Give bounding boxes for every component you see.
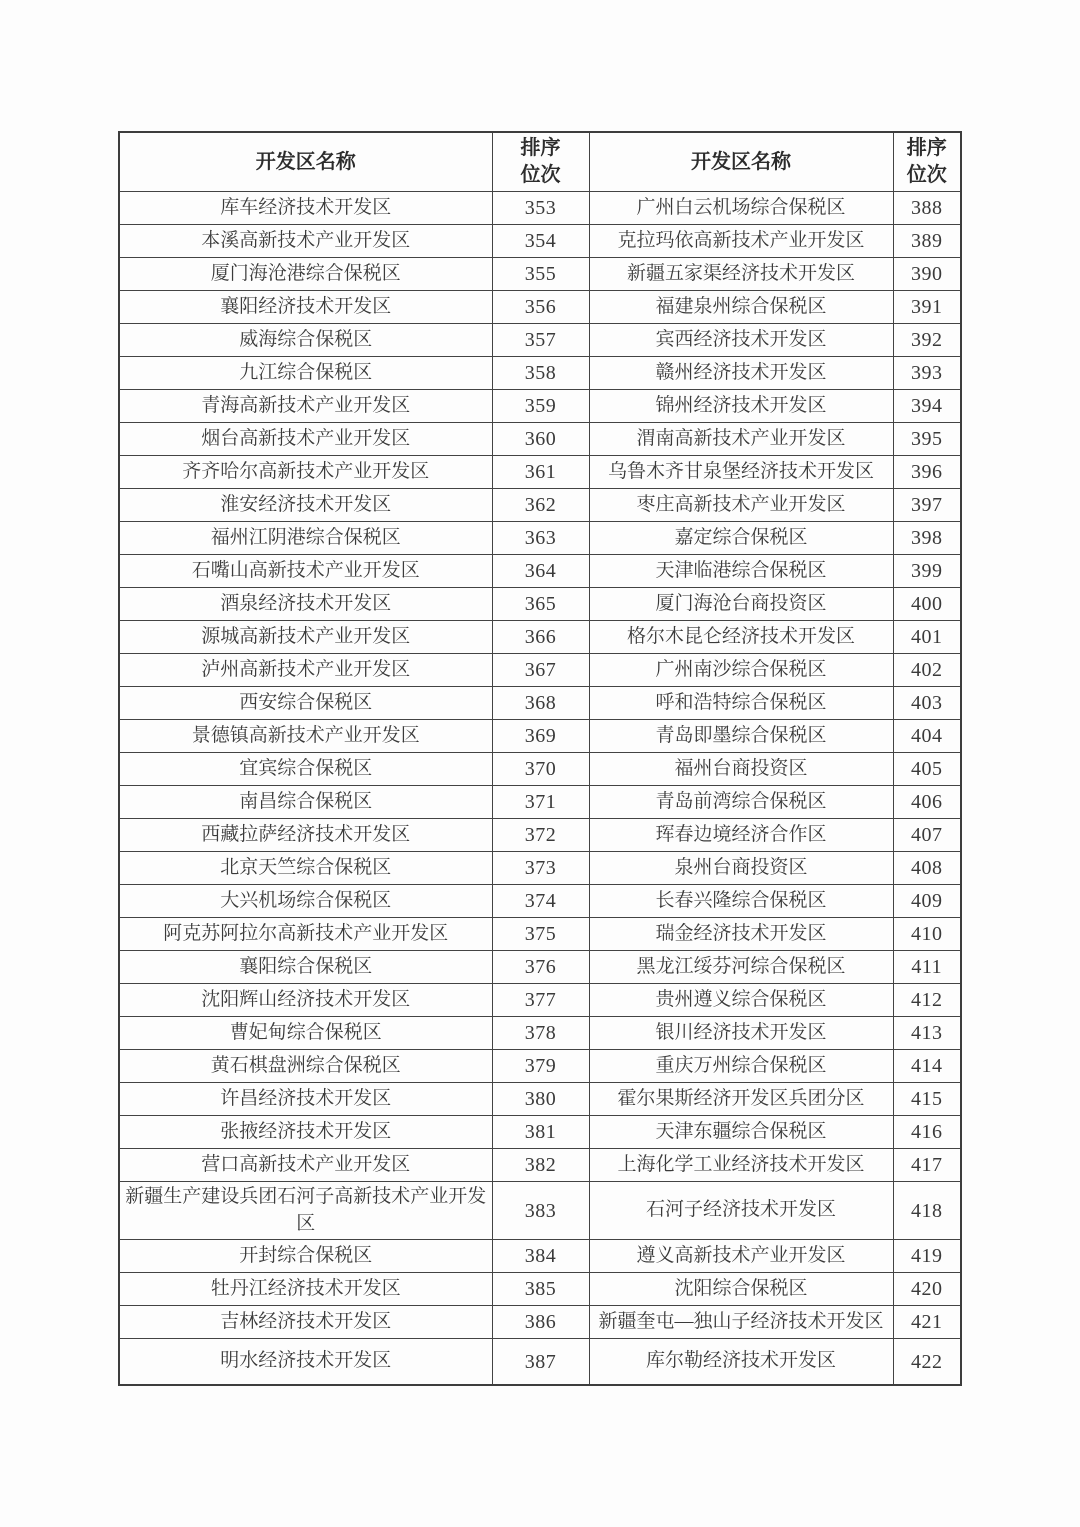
rank-cell-right: 397 (893, 489, 961, 522)
zone-name-cell-right: 嘉定综合保税区 (589, 522, 893, 555)
rank-cell-left: 383 (492, 1182, 589, 1240)
development-zone-ranking-table (118, 131, 962, 1386)
table-row (119, 1116, 961, 1149)
zone-name-cell-left: 北京天竺综合保税区 (119, 852, 492, 885)
zone-name-cell-right: 泉州台商投资区 (589, 852, 893, 885)
table-row (119, 1240, 961, 1273)
rank-cell-right: 413 (893, 1017, 961, 1050)
zone-name-cell-left: 烟台高新技术产业开发区 (119, 423, 492, 456)
table-row (119, 522, 961, 555)
rank-cell-left: 363 (492, 522, 589, 555)
rank-cell-left: 365 (492, 588, 589, 621)
rank-cell-left: 374 (492, 885, 589, 918)
table-row (119, 1182, 961, 1240)
rank-cell-left: 364 (492, 555, 589, 588)
zone-name-cell-left: 淮安经济技术开发区 (119, 489, 492, 522)
zone-name-cell-left: 沈阳辉山经济技术开发区 (119, 984, 492, 1017)
zone-name-cell-left: 牡丹江经济技术开发区 (119, 1273, 492, 1306)
zone-name-cell-left: 酒泉经济技术开发区 (119, 588, 492, 621)
zone-name-cell-right: 上海化学工业经济技术开发区 (589, 1149, 893, 1182)
rank-cell-right: 421 (893, 1306, 961, 1339)
zone-name-cell-right: 广州白云机场综合保税区 (589, 192, 893, 225)
zone-name-cell-right: 珲春边境经济合作区 (589, 819, 893, 852)
zone-name-cell-left: 曹妃甸综合保税区 (119, 1017, 492, 1050)
rank-cell-left: 371 (492, 786, 589, 819)
rank-cell-left: 360 (492, 423, 589, 456)
zone-name-cell-left: 南昌综合保税区 (119, 786, 492, 819)
table-row (119, 423, 961, 456)
rank-cell-right: 418 (893, 1182, 961, 1240)
rank-cell-left: 377 (492, 984, 589, 1017)
table-row (119, 1273, 961, 1306)
rank-cell-left: 370 (492, 753, 589, 786)
zone-name-cell-right: 天津东疆综合保税区 (589, 1116, 893, 1149)
zone-name-cell-right: 克拉玛依高新技术产业开发区 (589, 225, 893, 258)
rank-cell-right: 415 (893, 1083, 961, 1116)
rank-cell-right: 422 (893, 1339, 961, 1386)
rank-cell-left: 368 (492, 687, 589, 720)
table-row (119, 1050, 961, 1083)
rank-cell-left: 372 (492, 819, 589, 852)
rank-cell-left: 355 (492, 258, 589, 291)
table-row (119, 621, 961, 654)
rank-cell-right: 400 (893, 588, 961, 621)
zone-name-cell-left: 泸州高新技术产业开发区 (119, 654, 492, 687)
table-row (119, 588, 961, 621)
rank-cell-left: 379 (492, 1050, 589, 1083)
rank-cell-right: 420 (893, 1273, 961, 1306)
rank-cell-right: 401 (893, 621, 961, 654)
zone-name-cell-right: 沈阳综合保税区 (589, 1273, 893, 1306)
rank-cell-left: 361 (492, 456, 589, 489)
zone-name-cell-left: 黄石棋盘洲综合保税区 (119, 1050, 492, 1083)
rank-cell-left: 384 (492, 1240, 589, 1273)
rank-cell-right: 408 (893, 852, 961, 885)
table-row (119, 489, 961, 522)
zone-name-cell-right: 厦门海沧台商投资区 (589, 588, 893, 621)
table-row (119, 1083, 961, 1116)
table-row (119, 654, 961, 687)
table-row (119, 324, 961, 357)
header-zone-name-right: 开发区名称 (589, 132, 893, 192)
zone-name-cell-right: 新疆奎屯—独山子经济技术开发区 (589, 1306, 893, 1339)
rank-cell-right: 393 (893, 357, 961, 390)
rank-cell-right: 388 (893, 192, 961, 225)
rank-cell-left: 357 (492, 324, 589, 357)
rank-cell-left: 385 (492, 1273, 589, 1306)
zone-name-cell-left: 源城高新技术产业开发区 (119, 621, 492, 654)
table-row (119, 885, 961, 918)
zone-name-cell-right: 天津临港综合保税区 (589, 555, 893, 588)
rank-cell-left: 356 (492, 291, 589, 324)
zone-name-cell-left: 营口高新技术产业开发区 (119, 1149, 492, 1182)
zone-name-cell-left: 襄阳综合保税区 (119, 951, 492, 984)
rank-cell-right: 405 (893, 753, 961, 786)
header-row (119, 132, 961, 192)
zone-name-cell-right: 新疆五家渠经济技术开发区 (589, 258, 893, 291)
rank-cell-left: 380 (492, 1083, 589, 1116)
table-row (119, 951, 961, 984)
zone-name-cell-right: 石河子经济技术开发区 (589, 1182, 893, 1240)
table-row (119, 225, 961, 258)
zone-name-cell-left: 大兴机场综合保税区 (119, 885, 492, 918)
table-row (119, 1017, 961, 1050)
rank-cell-right: 389 (893, 225, 961, 258)
zone-name-cell-right: 库尔勒经济技术开发区 (589, 1339, 893, 1386)
table-row (119, 918, 961, 951)
rank-cell-right: 395 (893, 423, 961, 456)
table-header (119, 132, 961, 192)
zone-name-cell-left: 襄阳经济技术开发区 (119, 291, 492, 324)
rank-cell-left: 386 (492, 1306, 589, 1339)
rank-cell-left: 373 (492, 852, 589, 885)
table-row (119, 192, 961, 225)
zone-name-cell-left: 厦门海沧港综合保税区 (119, 258, 492, 291)
rank-cell-right: 391 (893, 291, 961, 324)
header-zone-name-left: 开发区名称 (119, 132, 492, 192)
zone-name-cell-right: 霍尔果斯经济开发区兵团分区 (589, 1083, 893, 1116)
zone-name-cell-left: 石嘴山高新技术产业开发区 (119, 555, 492, 588)
zone-name-cell-left: 西藏拉萨经济技术开发区 (119, 819, 492, 852)
zone-name-cell-left: 青海高新技术产业开发区 (119, 390, 492, 423)
table-row (119, 1149, 961, 1182)
zone-name-cell-right: 枣庄高新技术产业开发区 (589, 489, 893, 522)
zone-name-cell-right: 贵州遵义综合保税区 (589, 984, 893, 1017)
zone-name-cell-left: 吉林经济技术开发区 (119, 1306, 492, 1339)
rank-cell-right: 406 (893, 786, 961, 819)
header-rank-left (492, 132, 589, 192)
rank-cell-left: 366 (492, 621, 589, 654)
zone-name-cell-right: 赣州经济技术开发区 (589, 357, 893, 390)
rank-cell-right: 411 (893, 951, 961, 984)
zone-name-cell-right: 广州南沙综合保税区 (589, 654, 893, 687)
zone-name-cell-left: 开封综合保税区 (119, 1240, 492, 1273)
zone-name-cell-right: 黑龙江绥芬河综合保税区 (589, 951, 893, 984)
zone-name-cell-left: 九江综合保税区 (119, 357, 492, 390)
rank-cell-left: 381 (492, 1116, 589, 1149)
zone-name-cell-left: 西安综合保税区 (119, 687, 492, 720)
rank-cell-right: 398 (893, 522, 961, 555)
table-row (119, 819, 961, 852)
zone-name-cell-right: 福州台商投资区 (589, 753, 893, 786)
rank-cell-right: 419 (893, 1240, 961, 1273)
rank-cell-left: 362 (492, 489, 589, 522)
zone-name-cell-left: 阿克苏阿拉尔高新技术产业开发区 (119, 918, 492, 951)
rank-cell-right: 390 (893, 258, 961, 291)
zone-name-cell-left: 景德镇高新技术产业开发区 (119, 720, 492, 753)
zone-name-cell-left: 福州江阴港综合保税区 (119, 522, 492, 555)
zone-name-cell-right: 乌鲁木齐甘泉堡经济技术开发区 (589, 456, 893, 489)
rank-cell-right: 407 (893, 819, 961, 852)
rank-cell-left: 375 (492, 918, 589, 951)
rank-cell-left: 358 (492, 357, 589, 390)
table-row (119, 720, 961, 753)
rank-cell-right: 396 (893, 456, 961, 489)
table-row (119, 555, 961, 588)
table-row (119, 687, 961, 720)
rank-cell-right: 414 (893, 1050, 961, 1083)
zone-name-cell-left: 许昌经济技术开发区 (119, 1083, 492, 1116)
zone-name-cell-left: 新疆生产建设兵团石河子高新技术产业开发区 (119, 1182, 492, 1240)
zone-name-cell-right: 青岛前湾综合保税区 (589, 786, 893, 819)
zone-name-cell-left: 明水经济技术开发区 (119, 1339, 492, 1386)
rank-cell-left: 369 (492, 720, 589, 753)
zone-name-cell-right: 锦州经济技术开发区 (589, 390, 893, 423)
zone-name-cell-right: 青岛即墨综合保税区 (589, 720, 893, 753)
zone-name-cell-right: 格尔木昆仑经济技术开发区 (589, 621, 893, 654)
zone-name-cell-right: 瑞金经济技术开发区 (589, 918, 893, 951)
rank-cell-left: 359 (492, 390, 589, 423)
rank-cell-right: 403 (893, 687, 961, 720)
rank-cell-right: 399 (893, 555, 961, 588)
rank-cell-left: 354 (492, 225, 589, 258)
rank-cell-right: 394 (893, 390, 961, 423)
table-row (119, 753, 961, 786)
header-rank-right-label: 排序位次 (906, 137, 947, 186)
table-row (119, 357, 961, 390)
table-row (119, 390, 961, 423)
table-row (119, 786, 961, 819)
table-row (119, 984, 961, 1017)
table-row (119, 1339, 961, 1386)
zone-name-cell-left: 宜宾综合保税区 (119, 753, 492, 786)
rank-cell-left: 382 (492, 1149, 589, 1182)
header-rank-left-label: 排序位次 (520, 137, 561, 186)
zone-name-cell-right: 福建泉州综合保税区 (589, 291, 893, 324)
table-row (119, 291, 961, 324)
rank-cell-right: 409 (893, 885, 961, 918)
zone-name-cell-right: 遵义高新技术产业开发区 (589, 1240, 893, 1273)
rank-cell-right: 392 (893, 324, 961, 357)
header-rank-right (893, 132, 961, 192)
rank-cell-right: 410 (893, 918, 961, 951)
rank-cell-left: 378 (492, 1017, 589, 1050)
zone-name-cell-right: 重庆万州综合保税区 (589, 1050, 893, 1083)
rank-cell-left: 376 (492, 951, 589, 984)
rank-cell-right: 412 (893, 984, 961, 1017)
table-row (119, 852, 961, 885)
zone-name-cell-left: 齐齐哈尔高新技术产业开发区 (119, 456, 492, 489)
zone-name-cell-right: 长春兴隆综合保税区 (589, 885, 893, 918)
rank-cell-right: 402 (893, 654, 961, 687)
table-row (119, 258, 961, 291)
zone-name-cell-left: 库车经济技术开发区 (119, 192, 492, 225)
rank-cell-left: 387 (492, 1339, 589, 1386)
zone-name-cell-left: 张掖经济技术开发区 (119, 1116, 492, 1149)
rank-cell-right: 404 (893, 720, 961, 753)
zone-name-cell-right: 宾西经济技术开发区 (589, 324, 893, 357)
rank-cell-left: 353 (492, 192, 589, 225)
table-body (119, 192, 961, 1386)
rank-cell-right: 416 (893, 1116, 961, 1149)
rank-cell-left: 367 (492, 654, 589, 687)
zone-name-cell-left: 威海综合保税区 (119, 324, 492, 357)
rank-cell-right: 417 (893, 1149, 961, 1182)
table-row (119, 456, 961, 489)
zone-name-cell-left: 本溪高新技术产业开发区 (119, 225, 492, 258)
zone-name-cell-right: 呼和浩特综合保税区 (589, 687, 893, 720)
zone-name-cell-right: 渭南高新技术产业开发区 (589, 423, 893, 456)
table-row (119, 1306, 961, 1339)
zone-name-cell-right: 银川经济技术开发区 (589, 1017, 893, 1050)
